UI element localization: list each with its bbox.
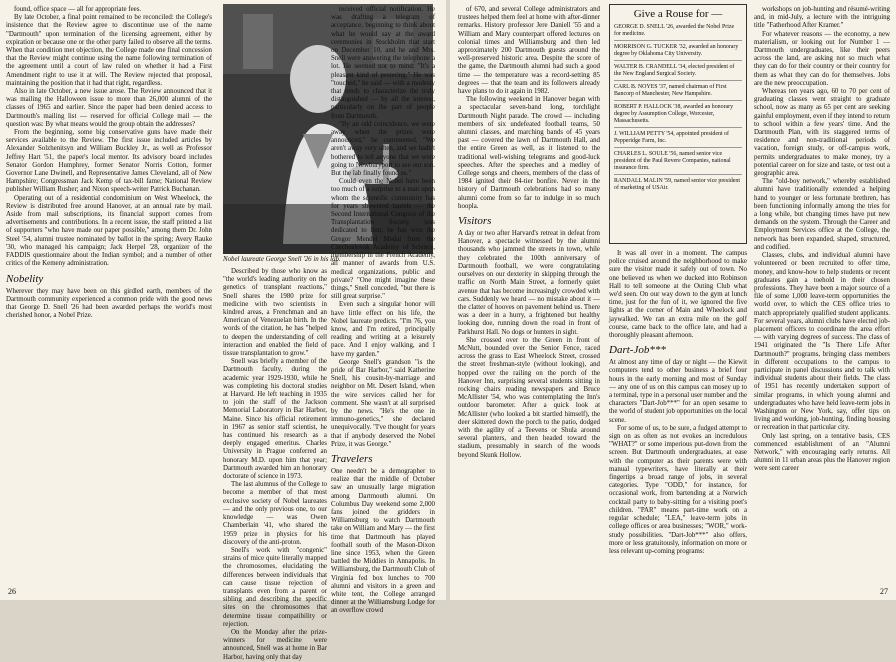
paragraph: At almost any time of day or night — the Kiewit computers tend to other business a brief four hours in the early morning and most of Sunday — any one of us on this campus can mosey up to a terminal, type in a personal user number and the characters "Dart-Job***" for an open sesame to the world of student job opportunities on the local scene.: [609, 359, 747, 424]
paragraph: On the Monday after the prize-winners for medicine were announced, Snell was at home in Bar Harbor, having only that day: [223, 628, 327, 661]
paragraph: From the beginning, some big conservative guns have made their services available to the Review. The first issue included articles by Alexander Solzhenitsyn and William Buckley Jr., as well as Professor Jeffrey Hart '51, the paper's local mentor. Its advisory board includes Senator Gordon Humphrey, former Senator Norris Cotton, former Governor Lane Dwinell, and Representative James Cleveland, all of New Hampshire; Congressman Jack Kemp of tax-bill fame; National Review publisher William Rusher; and Nixon speech-writer Patrick Buchanan.: [6, 129, 212, 194]
paragraph: The following weekend in Hanover began with a spectacular seven-band long, torchlight Dartmouth Night parade. The crowd — including members of six undefeated football teams, 50 alumni classes, and marching bands of 45 years past — covered the lawn of Dartmouth Hall, and the entire Green as well, as it listened to the traditional well-wishing telegrams and good-luck speeches. After the speeches and a medley of College songs and cheers, members of the class of 1984 ignited their 84-tier bonfire. Never in the history of Dartmouth celebrations had so many alumni come from so far to indulge in so much hoopla.: [458, 96, 600, 210]
paragraph: George Snell's grandson "is the pride of Bar Harbor," said Katherine Snell, his cousin-by-marriage and neighbor on Mt. Desert Island, when the wire services called her for comment. She wasn't at all surprised by the news. "He's the one in immuno-genetics," she declared unequivocally. "I've thought for years that if anybody deserved the Nobel Prize, it was George.": [331, 358, 435, 448]
paragraph: of 670, and several College administrators and trustees helped them feel at home with after-dinner remarks. History professor Jere Daniell '55 and a William and Mary counterpart offered lectures on colonial times and Williamsburg and then led approximately 200 Dartmouth guests around the well-preserved historic area. Despite the score of the game, the Dartmouth alumni had such a good time — the temperature was a record-setting 85 degrees — that the team and its followers already have plans to do it again in 1982.: [458, 6, 600, 96]
paragraph: workshops on job-hunting and résumé-writing and, in mid-July, a lecture with the intriguing title "Fatherhood After Kramer.": [754, 6, 890, 30]
paragraph: Described by those who know as "the world's leading authority on the genetics of transplant reactions," Snell shares the 1980 prize for medicine with two scientists in kindred areas, a Frenchman and an American of Venezuelan birth. In the words of the citation, he has "helped to deepen the understanding of cell interaction and enabled the field of tissue transplantation to grow.": [223, 268, 327, 358]
rouse-entry: [614, 178, 742, 192]
paragraph: Whereas ten years ago, 60 to 70 per cent of graduating classes went straight to graduate school, now as many as 65 per cent are seeking gainful employment, even if they intend to return to school within a few years' time. And the Dartmouth Plan, with its staggered terms of residence and non-traditional periods of vacation, foreign study, or off-campus work, permits undergraduates to make money, try a potential career on for size and taste, or test out a geographic area.: [754, 88, 890, 178]
photo-caption: Nobel laureate George Snell '26 in his lab.: [223, 256, 341, 263]
rouse-entry-text: WALTER B. CRANDELL '34, elected president of the New England Surgical Society.: [614, 64, 735, 77]
left-column-3: [331, 6, 435, 616]
paragraph: received official notification. He was drafting a telegram of acceptance, beginning to think about what he would say at the award ceremonies in Stockholm that start on December 10, and he and Mrs. Snell were answering the telephone a lot. He seemed not to mind: "It's a pleasant kind of pestering." He was "touched," he said — with a modesty that tends to characterize the truly distinguished — by all the interest, particularly on the part of people from Dartmouth.: [331, 6, 435, 120]
paragraph: Classes, clubs, and individual alumni have volunteered or been recruited to offer time, money, and know-how to help students or recent graduates gain a toehold in their chosen professions. They have been a major source of a file of some 1,000 leave-term opportunities the world over, to which the CES office tries to match appropriately qualified student applicants. For several years, alumni clubs have elected job-placement officers to coordinate the area effort — with varying degrees of success. The class of 1941 originated the "Is There Life After Dartmouth?" programs, bringing class members in different occupations to the campus to participate in panel discussions and to talk with individual students about their fields. The class of 1951 has recently undertaken support of similar programs, in which young alumni and undergraduates who have held leave-term jobs in Washington or New York, say, offer tips on living and working, job-hunting, finding housing or recreation in that particular city.: [754, 252, 890, 432]
paragraph: Also in late October, a new issue arose. The Review announced that it was mailing the Halloween issue to more than 26,000 alumni of the classes of 1965 and earlier. Since the paper had been denied access to Dartmouth's mailing list — reserved for official College mail — the question was: By what means would the group obtain the addresses?: [6, 88, 212, 128]
rouse-entry-text: J. WILLIAM PETTY '54, appointed president of Pepperidge Farm, Inc.: [614, 131, 729, 144]
rouse-entry: [614, 44, 742, 61]
paragraph: Operating out of a residential condominium on West Wheelock, the Review is distributed free around Hanover, at an annual rate by mail. Aside from mail subscriptions, its financial support comes from advertisements and contributions. In a recent issue, the staff printed a list of supporters "who have made our paper possible," among them Dr. John Steel '54, alumni trustee nominated by ballot in the spring; Avery Rauke '30, who managed his campaign; Jack Herpel '28, organizer of the FADDIS questionnaire about the Indian symbol; and a number of other critics of the Kemeny administration.: [6, 194, 212, 268]
paragraph: found, office space — all for appropriate fees.: [14, 6, 142, 13]
rouse-entry-text: MORRISON G. TUCKER '32, awarded an honorary degree by Oklahoma City University.: [614, 44, 739, 57]
paragraph: By late October, a final point remained to be reconciled: the College's insistence that the Review agree to discontinue use of the name "Dartmouth" upon termination of the licensing agreement, either by expiration or because one or the other party failed to observe all the terms. When that condition met objection, the College made one final concession that the Review might continue using the name following termination of the agreement until a court of law ruled on whether it had a First Amendment right to use it at will. The Review rejected that proposal, maintaining the position that it had that right, regardless.: [6, 14, 212, 87]
paragraph: Snell's work with "congenic" strains of mice quite literally mapped the chromosomes, elucidating the differences between individuals that can cause tissue rejection of transplants even from a parent or sibling and describing the specific sites on the chromosomes that determine tissue compatibility or rejection.: [223, 546, 327, 628]
section-heading: Travelers: [331, 452, 373, 465]
paragraph: The last alumnus of the College to become a member of that most exclusive society of Nobel laureates — and the only previous one, to our knowledge — was Owen Chamberlain '41, who shared the 1959 prize in physics for his discovery of the anti-proton.: [223, 481, 327, 546]
rouse-entry: [614, 104, 742, 128]
section-heading: Nobelity: [6, 272, 44, 285]
page-number-left: 26: [8, 587, 16, 596]
rouse-entry: [614, 151, 742, 175]
left-column-1: [6, 6, 212, 320]
rouse-entry-text: GEORGE D. SNELL '26, awarded the Nobel Prize for medicine.: [614, 24, 735, 37]
paragraph: It was all over in a moment. The campus police cruised around the neighborhood to make sure the visitor made it safely out of town. No one believed us when we ducked into Robinson Hall to tell someone at the Outing Club what we'd seen. On our way down to the gym at lunch time, just for the fun of it, we ignored the five lights at the corner of Main and Wheelock and jaywalked. We ran an extra mile on the golf course, came back to the office late, and had a thoroughly pleasant afternoon.: [609, 250, 747, 340]
paragraph: She crossed over to the Green in front of McNutt, bounded over the Senior Fence, raced across the grass to East Wheelock Street, crossed the street freshman-style (without looking), and hopped over the railing on the porch of the Hanover Inn, surprising several students sitting in rocking chairs reading newspapers and Bruce McAllister '54, who was contemplating the Inn's outdoor barometer. After a quick look at McAllister (who looked a bit startled himself), the deer skittered down the porch to the patio, dodged with the agility of a Teevens or Shula around several planters, and then headed toward the stadium, presumably in search of the woods beyond Skunk Hollow.: [458, 336, 600, 459]
rouse-entry-text: ROBERT P. HALLOCK '38, awarded an honorary degree by Assumption College, Worcester, Massachusetts.: [614, 104, 734, 124]
rouse-entry-text: CHARLES L. SOULE '56, named senior vice president of the Paul Revere Companies, national insurance firm.: [614, 151, 731, 171]
rouse-entries: [614, 24, 742, 192]
paragraph: A day or two after Harvard's retreat in defeat from Hanover, a spectacle witnessed by the alumni thousands who jammed the streets in town, while they celebrated the 100th anniversary of Dartmouth football, we were congratulating ourselves on our dexterity in skipping through the traffic on North Main Street, a formerly quiet avenue that has become increasingly crowded with cars. Suddenly we heard — no mistake about it — the clatter of hooves on pavement behind us. There was a deer in a hurry, a frightened but healthy looking doe, running down the road in front of Parkhurst Hall. No dogs or hunters in sight.: [458, 230, 600, 336]
left-page: [0, 0, 446, 661]
paragraph: For whatever reasons — the economy, a new materialism, or looking out for Number 1 — Dartmouth undergraduates, like their peers across the land, are asking not so much what they can do for their country or their country for them as what they can do for themselves. Jobs are the new preoccupation.: [754, 30, 890, 87]
paragraph: Even such a singular honor will have little effect on his life, the Nobel laureate predicts. "I'm 76, you know, and I'm retired, principally reading and writing at a leisurely pace. And I enjoy walking, and I have my garden.": [331, 301, 435, 358]
rouse-entry: [614, 84, 742, 101]
rouse-entry-text: CARL B. NOYES '37, named chairman of First Bancorp of Manchester, New Hampshire.: [614, 84, 727, 97]
right-page: [450, 0, 896, 600]
section-heading: Dart-Job***: [609, 344, 666, 357]
rouse-entry: [614, 64, 742, 81]
rouse-title: Give a Rouse for —: [633, 8, 723, 20]
paragraph: "By an odd coincidence, we were away when the prizes were announced," he commented. "We aren't away very often, and we hadn't bothered to tell anyone that we were going to Newburyport to see our son. But the lab finally found us.": [331, 120, 435, 178]
paragraph: The "old-boy network," whereby established alumni have traditionally extended a helping hand to younger or less fortunate brethren, has been functioning informally among the tries for a long while, but changing times have put new demands on the system. Through the Career and Employment Services office at the College, the network has been expanded, shaped, structured, and codified.: [754, 178, 890, 251]
left-column-2: [223, 268, 327, 662]
paragraph: One needn't be a demographer to realize that the middle of October saw an unusually large migration among Dartmouth alumni. On Columbus Day weekend some 2,000 fans joined the gridders in Williamsburg to watch Dartmouth take on William and Mary — the first time that Dartmouth has played football south of the Mason-Dixon line since 1953, when the Green battled the Middies in Annapolis. In Williamsburg, the Dartmouth Club of Virginia fed box lunches to 700 alumni and visitors in a green and white tent, the College arranged dinner at the Williamsburg Lodge for an overflow crowd: [331, 467, 435, 615]
rouse-entry: [614, 131, 742, 148]
right-column-2: [609, 250, 747, 556]
paragraph: Only last spring, on a tentative basis, CES commenced establishment of an "Alumni Network," with encouraging early returns. All alumni in 11 urban areas plus the Hanover region were sent career: [754, 432, 890, 473]
paragraph: Snell was briefly a member of the Dartmouth faculty, during the academic year 1929-1930, while he was completing his doctoral studies at Harvard. He left teaching in 1935 to join the staff of the Jackson Memorial Laboratory in Bar Harbor, Maine. Since his official retirement in 1967 as senior staff scientist, he has continued his research as a deeply engaged emeritus. Charles University in Prague conferred an honorary M.D. upon him that year; Dartmouth awarded him an honorary doctorate of science in 1973.: [223, 358, 327, 481]
paragraph: Could even the Nobel have been too much of a surprise to a man upon whom the scientific community has for years showered laurels — the Second International Congress of the Transplantation Society was dedicated to him; he has won the Gregor Mendel Medal from the Czechoslovak Academy of Science, membership in the French Academy, all manner of awards from U.S. medical organizations, public and private? "One might imagine these things," Snell conceded, "but there is still great surprise.": [331, 178, 435, 301]
page-number-right: 27: [880, 587, 888, 596]
right-column-1: [458, 6, 600, 460]
rouse-entry: [614, 24, 742, 41]
paragraph: Wherever they may have been on this girdled earth, members of the Dartmouth community experienced a common pride with the good news that George D. Snell '26 had been awarded perhaps the world's most cherished honor, a Nobel Prize.: [6, 287, 212, 320]
section-heading: Visitors: [458, 215, 492, 228]
paragraph: For some of us, to be sure, a fudged attempt to sign on as often as not evokes an incredulous "WHAT?" or some imperious put-down from the screen. But Dartmouth undergraduates, at ease with the computer as their parents were with manual typewriters, have literally at their fingertips a broad range of jobs, in several categories. Type "ODD," for instance, for occasional work, from bartending at a Norwich cocktail party to baby-sitting for a visiting poet's children. "PAR" means part-time work on a regular schedule; "LEA," leave-term jobs in college offices or area businesses; "WOR," work-study possibilities. "Dart-Job***" also offers, more or less gratuitously, information on more or less relevant up-coming programs:: [609, 424, 747, 555]
give-a-rouse-box: [609, 4, 747, 244]
rouse-entry-text: RANDALL MALIN '59, named senior vice president of marketing of USAir.: [614, 178, 740, 191]
right-column-3: [754, 6, 890, 474]
